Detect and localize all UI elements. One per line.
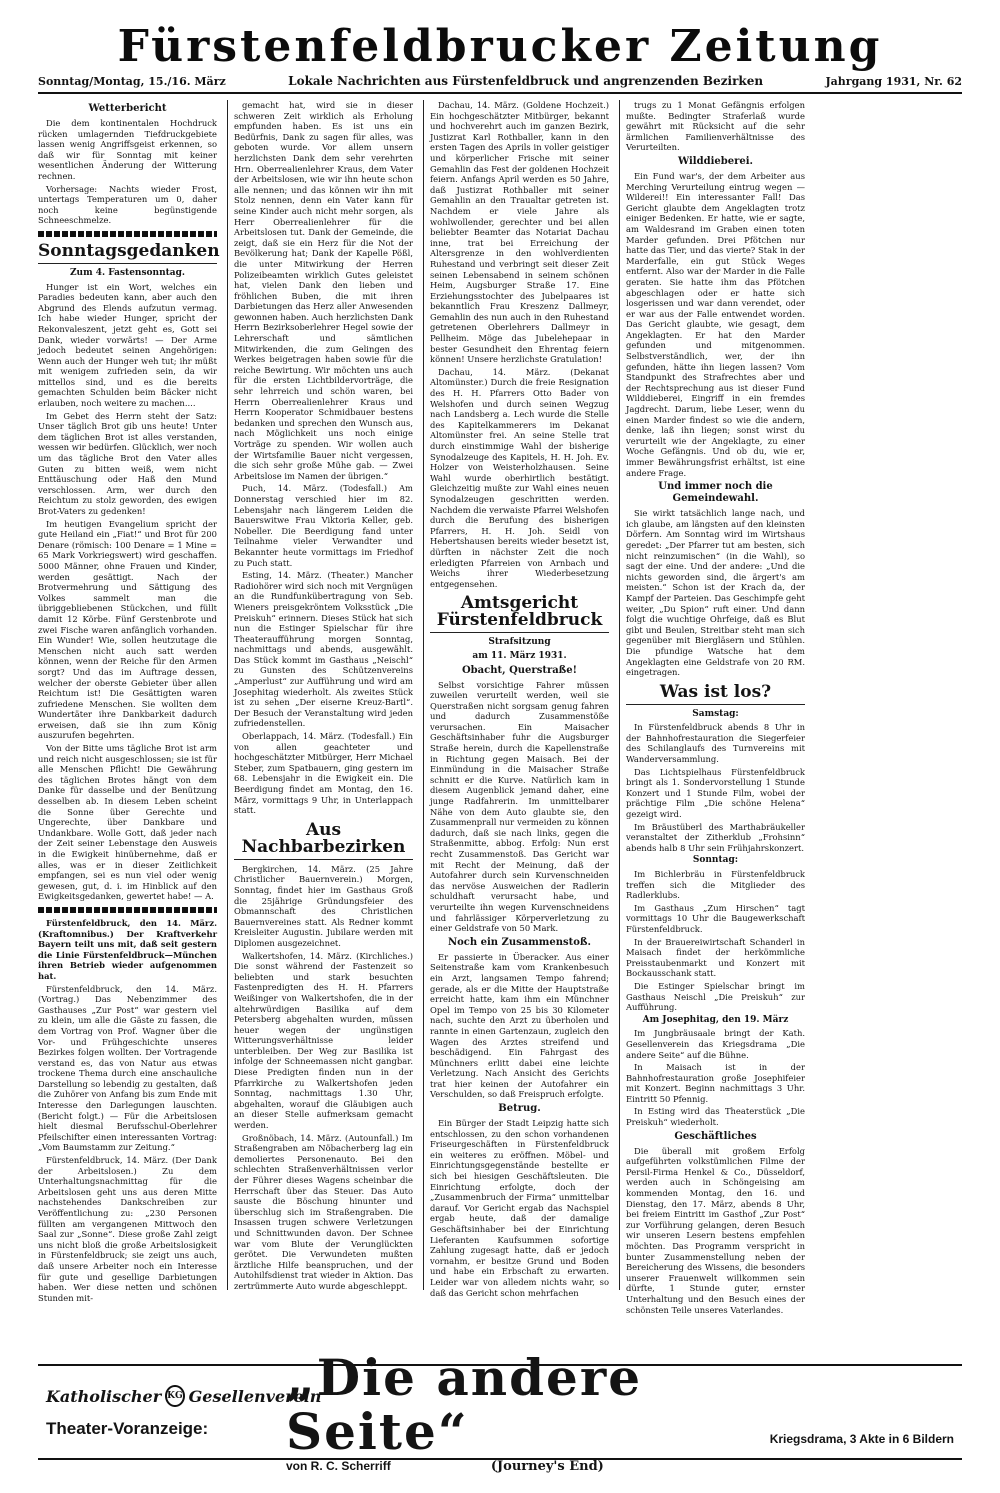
article-paragraph: gemacht hat, wird sie in dieser schweren Zeit wirklich als Erholung empfunden haben. Es ist uns ein Bedürfnis, Dank zu sagen für alles, was geboten wurde. Vor allem unsern herzlichsten Dank dem sehr verehrten Hrn. Oberrealienlehrer Kraus, dem Vater der Arbeitslosen, wie wir ihn heute schon alle nennen; und das können wir ihn mit Stolz nennen, denn ein Vater kann für seine Kinder auch nicht mehr sorgen, als Herr Oberrealienlehrer für die Arbeitslosen tut. Dank der Gemeinde, die zeigt, daß sie ein Herz für die Not der Bevölkerung hat; Dank der Kapelle Pößl, die unter Mitwirkung der Herren Polizeibeamten wirklich Gutes geleistet hat, vielen Dank den lieben und fröhlichen Buben, die mit ihren Darbietungen das Herz aller Anwesenden gewonnen haben. Auch herzlichsten Dank Herrn Bezirksoberlehrer Hegel sowie der Lehrerschaft und sämtlichen Mitwirkenden, die zum Gelingen des Werkes beigetragen haben sowie für die reiche Bewirtung. Wir möchten uns auch für die ersten Lichtbildervorträge, die sehr lehrreich und schön waren, bei Herrn Oberrealienlehrer Kraus und Herrn Kooperator Schmidbauer bestens bedanken und sprechen den Wunsch aus, nach Möglichkeit uns noch einige Vorträge zu spenden. Wir wollen auch der Wirtsfamilie Bauer nicht vergessen, die sich sehr große Mühe gab. — Zwei Arbeitslose im Namen der übrigen.“	[234, 100, 413, 481]
events-heading: Was ist los?	[626, 684, 805, 705]
article-paragraph: Von der Bitte ums tägliche Brot ist arm und reich nicht ausgeschlossen; sie ist für alle Menschen Pflicht! Die Gewährung des täglichen Brotes hängt von dem Danke für dasselbe und der Benützung desselben ab. In diesem Leben scheint die Sonne über Gerechte und Ungerechte, über Dankbare und Undankbare. Wolle Gott, daß jeder nach der Zeit seiner Lebenstage den Ausweis in die Ewigkeit hinübernehme, daß er alles, was er in dieser Zeitlichkeit empfangen, sei es nun viel oder wenig gewesen, gut, d. i. im Hinblick auf den Ewigkeitsgedanken, gewertet habe! — A.	[38, 743, 218, 902]
weather-text: Die dem kontinentalen Hochdruck rücken umlagernden Tiefdruckgebiete lassen wenig Angriffsgeist erkennen, so daß wir für Sonntag mit keiner wesentlichen Änderung der Witterung rechnen.	[38, 118, 217, 181]
ad-org-name-2: Gesellenverein	[188, 1386, 322, 1406]
business-heading: Geschäftliches	[674, 1130, 757, 1142]
court-case-heading: Wilddieberei.	[677, 155, 754, 167]
business-text: Die überall mit großem Erfolg aufgeführten volkstümlichen Filme der Persil-Firma Henkel & Co., Düsseldorf, werden auch in Schöngeising am kommenden Montag, den 16. und Dienstag, den 17. März, abends 8 Uhr, bei freiem Eintritt im Gasthof „Zur Post“ zur Vorführung gelangen, deren Besuch wir unseren Lesern bestens empfehlen möchten. Das Programm verspricht in bunter Zusammenstellung neben der Bereicherung des Wissens, die besonders unserer Frauenwelt willkommen sein dürfte, 1 Stunde guter, ernster Unterhaltung und den Besuch eines der schönsten Teile unseres Vaterlandes.	[626, 1145, 805, 1315]
sunday-heading: Sonntagsgedanken	[38, 243, 217, 264]
court-case-heading: Und immer noch die Gemeindewahl.	[658, 481, 773, 505]
issue-number: Jahrgang 1931, Nr. 62	[825, 75, 962, 88]
article-paragraph: Im heutigen Evangelium spricht der gute Heiland ein „Fiat!“ und Brot für 200 Denare (römisch: 100 Denare = 1 Mine = 65 Mark Vorkriegswert) wird geschaffen. 5000 Männer, ohne Frauen und Kinder, werden gesättigt. Nach der Brotvermehrung und Sättigung des Volkes sammelt man die übriggebliebenen Stückchen, und füllt damit 12 Körbe. Fünf Gerstenbrote und zwei Fische waren anfänglich vorhanden. Ein Wunder! Wie, sollen heutzutage die Menschen nicht auch satt werden können, wenn der Reiche für den Armen sorgt? Und das im Auftrage dessen, welcher der oberste Gebieter über allen Reichtum ist! Die Gesättigten waren zufriedene Menschen. Sie wollten dem Wundertäter ihre Dankbarkeit dadurch erweisen, daß sie ihn zum König auszurufen begehrten.	[38, 518, 217, 741]
column-4	[619, 100, 805, 1315]
news-item: Fürstenfeldbruck, den 14. März. (Vortrag.) Das Nebenzimmer des Gasthauses „Zur Post“ war gestern viel zu klein, um alle die Gäste zu fassen, die dem Vortrag von Prof. Wagner über die Vor- und Frühgeschichte unseres Bezirkes folgen wollten. Der Vortragende verstand es, das von Natur aus etwas trockene Thema durch eine anschauliche Darstellung so lebendig zu gestalten, daß die Zuhörer von Anfang bis zum Ende mit Interesse den Darlegungen lauschten. (Bericht folgt.) — Für die Arbeitslosen hielt diesmal Berufsschul-Oberlehrer Pfeilschifter einen interessanten Vortrag: „Vom Baumstamm zur Zeitung.“	[38, 983, 217, 1153]
guild-emblem-icon: KG	[165, 1385, 185, 1407]
event-item: Im Bräustüberl des Marthabräukeller veranstaltet der Zitherklub „Frohsinn“ abends halb 8 Uhr sein Frühjahrskonzert.	[626, 821, 805, 853]
sunday-subheading: Zum 4. Fastensonntag.	[69, 267, 186, 278]
ad-preannouncement: Theater-Voranzeige:	[46, 1419, 209, 1438]
section-heading-nachbarbezirke: Aus Nachbarbezirken	[234, 822, 413, 860]
events-day: Am Josephitag, den 19. März	[642, 1014, 789, 1025]
theater-advertisement	[38, 1347, 962, 1474]
event-item: In Fürstenfeldbruck abends 8 Uhr in der Bahnhofrestauration die Siegerfeier des Schilanglaufs des Turnvereins mit Wanderversammlung.	[626, 722, 805, 765]
ad-org-name: Katholischer	[46, 1386, 162, 1406]
news-item: Puch, 14. März. (Todesfall.) Am Donnerstag verschied hier im 82. Lebensjahr nach längerem Leiden die Bauerswitwe Frau Viktoria Keller, geb. Nobeller. Die Beerdigung fand unter Teilnahme vieler Verwandter und Bekannter heute vormittags im Friedhof zu Puch statt.	[234, 483, 413, 568]
news-item: Dachau, 14. März. (Goldene Hochzeit.) Ein hochgeschätzter Mitbürger, bekannt und hochverehrt auch im ganzen Bezirk, Justizrat Karl Rothballer, kann in den ersten Tagen des Aprils in voller geistiger und körperlicher Frische mit seiner Gemahlin das Fest der goldenen Hochzeit feiern. Anfangs April werden es 50 Jahre, daß Justizrat Rothballer mit seiner Gemahlin an den Traualtar getreten ist. Nachdem er viele Jahre als wohlwollender, gerechter und bei allen beliebter Beamter das Notariat Dachau inne, trat bei Erreichung der Altersgrenze in den wohlverdienten Ruhestand und verbringt seit dieser Zeit seinen Lebensabend in seinem schönen Heim, Augsburger Straße 17. Eine Erziehungsstochter des Jubelpaares ist bekanntlich Frau Kreszenz Dallmeyr, Gemahlin des nun auch in den Ruhestand getretenen Oberlehrers Dallmeyr in Pellheim. Möge das Jubelehepaar in bester Gesundheit den Ehrentag feiern können! Unsere herzlichste Gratulation!	[430, 100, 609, 365]
event-item: Die Estinger Spielschar bringt im Gasthaus Neischl „Die Preiskuh“ zur Aufführung.	[626, 980, 805, 1013]
court-case-text: trugs zu 1 Monat Gefängnis erfolgen mußte. Bedingter Straferlaß wurde gewährt mit Rücksicht auf die sehr ärmlichen Familienverhältnisse des Verurteilten.	[626, 100, 805, 153]
event-item: Im Bichlerbräu in Fürstenfeldbruck treffen sich die Mitglieder des Radlerklubs.	[626, 869, 805, 901]
column-3	[423, 100, 609, 1298]
article-columns	[38, 100, 962, 1315]
event-item: In der Brauereiwirtschaft Schanderl in Maisach findet der herkömmliche Preisstaubenmarkt und Konzert mit Bockausschank statt.	[626, 936, 805, 979]
court-case-text: Ein Fund war's, der dem Arbeiter aus Merching Verurteilung eintrug wegen — Wilderei!! Ein interessanter Fall! Das Gericht glaubte dem Angeklagten trotz einiger Bedenken. Er hatte, wie er sagte, am Waldesrand im Graben einen toten Marder gefunden. Drei Pfötchen nur hatte das Tier, und das vierte? Stak in der Marderfalle, ein gut Stück Weges entfernt. Also war der Marder in die Falle geraten. Sie hatte ihm das Pfötchen abgeschlagen oder er hatte sich losgerissen und war dann verendet, oder er war aus der Falle entwendet worden. Das Gericht glaubte, wie gesagt, dem Angeklagten. Er hat den Marder gefunden und mitgenommen. Selbstverständlich, wer, der ihn gefunden, hätte ihn liegen lassen? Vom Standpunkt des Strafrechtes aber und der Rechtsprechung aus ist dieser Fund Wilddieberei, Eingriff in ein fremdes Jagdrecht. Darum, liebe Leser, wenn du einen Marder findest so wie die andern, denke, laß ihn liegen; sonst wirst du verurteilt wie der Angeklagte, zu einer Woche Gefängnis. Und ob du, wie er, immer Bewährungsfrist erhältst, ist eine andere Frage.	[626, 170, 805, 478]
court-case-text: Selbst vorsichtige Fahrer müssen zuweilen verurteilt werden, weil sie Querstraßen nicht sorgsam genug fahren und dadurch Zusammenstöße verursachen. Ein Maisacher Geschäftsinhaber fuhr die Augsburger Straße herein, durch die Kapellenstraße in Richtung gegen Maisach. Bei der Einmündung in die Maisacher Straße schnitt er die Kurve. Natürlich kam in diesem Augenblick jemand daher, eine junge Radfahrerin. Im unmittelbarer Nähe von dem Auto glaubte sie, den Zusammenprall nur vermeiden zu können dadurch, daß sie nach links, gegen die Straßenmitte, abbog. Erfolg: Nun erst recht Zusammenstoß. Das Gericht war mit Recht der Meinung, daß der Autofahrer durch sein Kurvenschneiden das nervöse Ausweichen der Radlerin schuldhaft verursacht habe, und verurteilte ihn wegen Kurvenschneidens und fahrlässiger Körperverletzung zu einer Geldstrafe von 50 Mark.	[430, 679, 609, 934]
court-case-text: Ein Bürger der Stadt Leipzig hatte sich entschlossen, zu den schon vorhandenen Friseurgeschäften in Fürstenfeldbruck ein weiteres zu eröffnen. Möbel- und Einrichtungsgegenstände bestellte er sich bei hiesigen Geschäftsleuten. Die Einrichtung erfolgte, doch der „Zusammenbruch der Firma“ unmittelbar darauf. Vor Gericht ergab das Nachspiel ergab heute, daß der damalige Geschäftsinhaber bei der Einrichtung Lieferanten Kaufsummen sofortige Zahlung zugesagt hatte, daß er jedoch vornahm, er besitze Grund und Boden und habe ein Erbschaft zu erwarten. Leider war von alledem nichts wahr, so daß das Gericht schon mehrfachen	[430, 1118, 609, 1298]
ad-genre: Kriegsdrama, 3 Akte in 6 Bildern	[769, 1432, 954, 1446]
ad-center	[286, 1347, 764, 1474]
events-day: Samstag:	[692, 708, 739, 719]
ad-left	[46, 1385, 322, 1439]
ad-subline	[286, 1459, 764, 1474]
news-item: Esting, 14. März. (Theater.) Mancher Radiohörer wird sich noch mit Vergnügen an die Rundfunkübertragung von Seb. Wieners preisgekröntem Volksstück „Die Preiskuh“ erinnern. Dieses Stück hat sich nun die Estinger Spielschar für ihre Theateraufführung morgen Sonntag, nachmittags und abends, ausgewählt. Das Stück kommt im Gasthaus „Neischl“ zu Gunsten des Schützenvereins „Amperlust“ zur Aufführung und wird am Josephitag wiederholt. Als zweites Stück ist zu sehen „Der eiserne Kreuz-Bartl“. Der Besuch der Veranstaltung wird jeden zufriedenstellen.	[234, 570, 413, 729]
weather-forecast: Vorhersage: Nachts wieder Frost, untertags Temperaturen um 0, daher noch keine begünstigende Schneeschmelze.	[38, 183, 217, 226]
events-day: Sonntag:	[692, 855, 739, 866]
ad-organization	[46, 1385, 322, 1407]
masthead-tagline: Lokale Nachrichten aus Fürstenfeldbruck und angrenzenden Bezirken	[288, 74, 764, 88]
article-paragraph: Hunger ist ein Wort, welches ein Paradies bedeuten kann, aber auch den Abgrund des Elends aufzutun vermag. Ich habe wieder Hunger, spricht der Rekonvaleszent, jetzt geht es, Gott sei Dank, wieder vorwärts! — Der Arme jedoch bedeutet seinen Angehörigen: Wenn auch der Hunger weh tut; ihr müßt mit wenigem zufrieden sein, da wir mittellos sind, und es die bereits gemachten Schulden beim Bäcker nicht erlauben, noch weitere zu machen....	[38, 281, 217, 409]
event-item: In Esting wird das Theaterstück „Die Preiskuh“ wiederholt.	[626, 1106, 805, 1128]
news-item: Fürstenfeldbruck, 14. März. (Der Dank der Arbeitslosen.) Zu dem Unterhaltungsnachmittag für die Arbeitslosen geht uns aus deren Mitte nachstehendes Dankschreiben zur Veröffentlichung zu: „230 Personen füllten am vergangenen Mittwoch den Saal zur „Sonne“. Diese große Zahl zeigt uns nicht bloß die große Arbeitslosigkeit in Fürstenfeldbruck; sie zeigt uns auch, daß unsere Arbeiter noch ein Interesse für gute und gesellige Darbietungen haben. Wer diese netten und schönen Stunden mit-	[38, 1155, 217, 1303]
news-item: Bergkirchen, 14. März. (25 Jahre Christlicher Bauernverein.) Morgen, Sonntag, findet hier im Gasthaus Groß die 25jährige Gründungsfeier des Obmannschaft des Christlichen Bauernvereines statt. Als Redner kommt Kreisleiter Augustin. Jubilare werden mit Diplomen ausgezeichnet.	[234, 863, 413, 948]
ad-original-title: (Journey's End)	[490, 1458, 604, 1474]
court-case-heading: Obacht, Querstraße!	[461, 664, 578, 676]
divider	[38, 231, 217, 237]
event-item: Im Jungbräusaale bringt der Kath. Gesellenverein das Kriegsdrama „Die andere Seite“ auf die Bühne.	[626, 1028, 805, 1060]
court-case-heading: Noch ein Zusammenstoß.	[447, 936, 592, 948]
event-item: In Maisach ist in der Bahnhofrestauration große Josephifeier mit Konzert. Beginn nachmittags 3 Uhr. Eintritt 50 Pfennig.	[626, 1062, 805, 1104]
event-item: Das Lichtspielhaus Fürstenfeldbruck bringt als 1. Sondervorstellung 1 Stunde Konzert und 1 Stunde Film, wobei der prächtige Film „Die schöne Helena“ gezeigt wird.	[626, 766, 805, 820]
news-item: Oberlappach, 14. März. (Todesfall.) Ein von allen geachteter und hochgeschätzter Mitbürger, Herr Michael Steber, zum Spatbauern, ging gestern im 68. Lebensjahr in die Ewigkeit ein. Die Beerdigung findet am Montag, den 16. März, vormittags 9 Uhr, in Unterlappach statt.	[234, 731, 413, 816]
court-case-heading: Betrug.	[498, 1103, 541, 1115]
news-item: Walkertshofen, 14. März. (Kirchliches.) Die sonst während der Fastenzeit so beliebten und stark besuchten Fastenpredigten des H. H. Pfarrers Weißinger von Walkertshofen, die in der altehrwürdigen Basilika auf dem Petersberg abgehalten wurden, müssen heuer wegen der ungünstigen Witterungsverhältnisse leider unterbleiben. Der Weg zur Basilika ist infolge der Schneemassen nicht gangbar. Diese Predigten finden nun in der Pfarrkirche zu Walkertshofen jeden Sonntag, nachmittags 1.30 Uhr, abgehalten, worauf die Gläubigen auch an dieser Stelle aufmerksam gemacht werden.	[234, 950, 413, 1131]
court-case-text: Er passierte in Überacker. Aus einer Seitenstraße kam vom Krankenbesuch ein Arzt, langsamen Tempo fahrend; gerade, als er die Mitte der Hauptstraße erreicht hatte, kam ihm ein Münchner Opel im Tempo von 25 bis 30 Kilometer nach, suchte den Arzt zu überholen und rannte in einen Gartenzaun, zugleich den Wagen des Arztes streifend und beschädigend. Ein Fahrgast des Münchners erlitt dabei eine leichte Verletzung. Nach Ansicht des Gerichts trat hier keinen der Autofahrer ein Verschulden, so daß Freispruch erfolgte.	[430, 951, 609, 1100]
masthead-title: Fürstenfeldbrucker Zeitung	[117, 21, 883, 72]
dateline	[38, 72, 962, 94]
news-item: Großnöbach, 14. März. (Autounfall.) Im Straßengraben am Nöbacherberg lag ein demoliertes Personenauto. Bei den schlechten Straßenverhältnissen verlor der Führer dieses Wagens scheinbar die Herrschaft über das Steuer. Das Auto sauste die Böschung hinunter und überschlug sich im Straßengraben. Die Insassen trugen schwere Verletzungen und Schnittwunden davon. Der Schnee war vom Blute der Verunglückten gerötet. Die Verwundeten mußten ärztliche Hilfe beanspruchen, und der Autohilfsdienst trat wieder in Aktion. Das zertrümmerte Auto wurde abgeschleppt.	[234, 1132, 413, 1291]
news-item: Dachau, 14. März. (Dekanat Altomünster.) Durch die freie Resignation des H. H. Pfarrers Otto Bader von Welshofen und durch seinen Wegzug nach Landsberg a. Lech wurde die Stelle des Kapitelkammerers im Dekanat Altomünster frei. An seine Stelle trat durch einstimmige Wahl der bisherige Synodalzeuge des Kapitels, H. H. Joh. Ev. Holzer von Weisterholzhausen. Seine Wahl wurde oberhirtlich bestätigt. Gleichzeitig mußte zur Wahl eines neuen Synodalzeugen geschritten werden. Nachdem die verwaiste Pfarrei Welshofen durch die Berufung des bisherigen Pfarrers, H. H. Joh. Seidl von Hebertshausen bereits wieder besetzt ist, dürften in nächster Zeit die noch erledigten Pfarreien von Arnbach und Weichs ihrer Wiederbesetzung entgegensehen.	[430, 366, 609, 589]
court-subheading: Strafsitzung	[488, 637, 551, 648]
court-date: am 11. März 1931.	[472, 650, 567, 661]
ad-play-title: „Die andere Seite“	[286, 1347, 643, 1461]
weather-heading: Wetterbericht	[88, 103, 167, 114]
event-item: Im Gasthaus „Zum Hirschen“ tagt vormittags 10 Uhr die Baugewerkschaft Fürstenfeldbruck.	[626, 902, 805, 934]
court-case-text: Sie wirkt tatsächlich lange nach, und ich glaube, am längsten auf den kleinsten Dörfern. Am Sonntag wird im Wirtshaus geredet: „Der Pfarrer tut am besten, sich nicht reinzumischen“ (in die Wahl), so sagt der eine. Und der andere: „Und die nichts geworden sind, die ärgert's am meisten.“ Schon ist der Krach da, der Kampf der Parteien. Das Geschimpfe geht weiter, „Du Spion“ ruft einer. Und dann folgt die wuchtige Ohrfeige, daß es Blut gibt und Beulen, Streitbar steht man sich gegenüber mit Biergläsern und Stühlen. Die pfundige Watsche hat dem Angeklagten eine Geldstrafe von 20 RM. eingetragen.	[626, 508, 805, 678]
ad-author: von R. C. Scherriff	[286, 1458, 391, 1473]
court-heading: Amtsgericht Fürstenfeldbruck	[430, 595, 609, 633]
issue-date: Sonntag/Montag, 15./16. März	[38, 75, 226, 88]
divider	[38, 907, 217, 913]
ad-spacer	[704, 1459, 764, 1474]
article-paragraph: Im Gebet des Herrn steht der Satz: Unser täglich Brot gib uns heute! Unter dem täglichen Brot ist alles verstanden, wessen wir bedürfen. Glücklich, wer noch um das tägliche Brot den Vater alles Guten zu bitten weiß, wem nicht Enttäuschung oder Haß den Mund verschlossen. Arm, wer durch den Reichtum zu stolz geworden, des ewigen Brot-Vaters zu gedenken!	[38, 410, 217, 516]
news-item: Fürstenfeldbruck, den 14. März. (Kraftomnibus.) Der Kraftverkehr Bayern teilt uns mit, daß seit gestern die Linie Fürstenfeldbruck—München ihren Betrieb wieder aufgenommen hat.	[38, 917, 217, 981]
column-1	[38, 100, 220, 1303]
column-2	[227, 100, 413, 1290]
